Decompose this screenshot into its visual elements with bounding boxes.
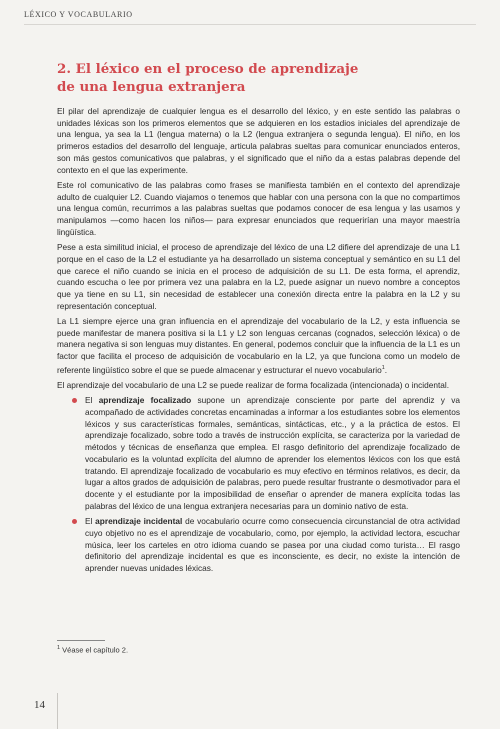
bullet-icon [72, 519, 77, 524]
paragraph: El aprendizaje del vocabulario de una L2 se puede realizar de forma focalizada (intencionada) o incidental. [57, 379, 450, 390]
paragraph: Este rol comunicativo de las palabras como frases se manifiesta también en el contexto del aprendizaje adulto de cualquier L2. Cuando viajamos o tenemos que hablar con una persona con la que no compartimos una lengua común, recurrimos a las palabras sueltas que podamos conocer de esa lengua y las usamos y manipulamos —como hacen los niños— para expresar enunciados que requerirían una mayor maestría lingüística. [57, 179, 460, 237]
header-divider [24, 24, 476, 25]
footnote-divider [57, 640, 105, 641]
list-item-term: aprendizaje incidental [95, 516, 183, 527]
section-title-line-1: El léxico en el proceso de aprendizaje [75, 61, 359, 77]
section-title [57, 60, 457, 96]
list-item-prefix: El [85, 395, 99, 406]
list-item-text: supone un aprendizaje consciente por parte del aprendiz y va acompañado de actividades concretas encaminadas a informar a los estudiantes sobre los elementos léxicos y sus características formales, semánticas, sintácticas, etc., y a la práctica de estos. El aprendizaje focalizado, sobre todo a través de instrucción explícita, se caracteriza por la variedad de métodos y técnicas de enseñanza que emplea. El rasgo definitorio del aprendizaje focalizado de vocabulario es la voluntad explícita del alumno de aprender los elementos léxicos con los que está tratando. El aprendizaje focalizado de vocabulario es muy efectivo en términos relativos, es decir, da lugar a altos grados de adquisición de palabras, pero puede resultar frustrante o desmotivador para el docente y el estudiante por la imposibilidad de enseñar o aprender de manera explícita todas las palabras del léxico de una lengua extranjera necesarias para un dominio nativo de esta. [85, 395, 460, 511]
paragraph-with-footnote: La L1 siempre ejerce una gran influencia en el aprendizaje del vocabulario de la L2, y esta influencia se puede manifestar de manera positiva si la L1 y L2 son lenguas cercanas (cognados, selección léxica) o de manera negativa si son lenguas muy distantes. En general, podemos concluir que la influencia de la L1 es un factor que facilita el proceso de adquisición de vocabulario en la L2, ya que funciona como un modelo de referente lingüístico sobre el que se puede almacenar y estructurar el nuevo vocabulario$^1$. [57, 316, 460, 375]
page-number: 14 [34, 699, 45, 711]
section-title-line-2: de una lengua extranjera [57, 79, 246, 95]
page-margin-line [57, 693, 58, 729]
paragraph: El pilar del aprendizaje de cualquier lengua es el desarrollo del léxico, y en este sentido las palabras o unidades léxicas son los primeros elementos que se adquieren en los estadios iniciales del aprendizaje de una lengua, ya sea la L1 (lengua materna) o la L2 (lengua extranjera o segunda lengua). El niño, en los primeros estadios del desarrollo del lenguaje, articula palabras sueltas para comunicar enunciados enteros, son más gestos comunicativos que palabras, y el significado que el niño da a estas palabras depende del contexto en el que las experimente. [57, 106, 460, 175]
section-number: 2. [57, 61, 71, 77]
bullet-icon [72, 398, 77, 403]
footnote-marker: 1 [57, 645, 61, 651]
list-item [57, 516, 460, 575]
footnote-text: Véase el capítulo 2. [62, 645, 129, 655]
list-item-text: de vocabulario ocurre como consecuencia circunstancial de otra actividad cuyo objetivo no es el aprendizaje de vocabulario, como, por ejemplo, la actividad lectora, escuchar música, leer los carteles en otro idioma cuando se pasea por una ciudad como turista… El rasgo definitorio del aprendizaje incidental es que es inconsciente, es decir, no existe la intención de aprender nuevas unidades léxicas. [85, 516, 460, 573]
list-item [57, 395, 460, 512]
paragraph: Pese a esta similitud inicial, el proceso de aprendizaje del léxico de una L2 difiere del aprendizaje de una L1 porque en el caso de la L2 el estudiante ya ha desarrollado un sistema conceptual y semántico en su L1 del que carece el niño cuando se inicia en el proceso de adquisición de su L1. De esta forma, el aprendiz, cuando escucha o lee por primera vez una palabra en la L2, puede asignar un nuevo nombre a conceptos que ya tiene en su L1, sin necesidad de establecer una conexión directa entre la palabra en la L2 y su representación conceptual. [57, 242, 460, 311]
list-item-prefix: El [85, 516, 96, 527]
body-text [57, 106, 460, 578]
paragraph-text: La L1 siempre ejerce una gran influencia en el aprendizaje del vocabulario de la L2, y esta influencia se puede manifestar de manera positiva si la L1 y L2 son lenguas cercanas (cognados, selección léxica) o de manera negativa si son lenguas muy distantes. En general, podemos concluir que la influencia de la L1 es un factor que facilita el proceso de adquisición de vocabulario en la L2, ya que funciona como un modelo de referente lingüístico sobre el que se puede almacenar y estructurar el nuevo vocabulario [57, 316, 460, 375]
bullet-list [57, 395, 460, 574]
footnote-reference[interactable]: 1 [381, 364, 385, 371]
footnote [57, 645, 128, 655]
list-item-term: aprendizaje focalizado [98, 395, 192, 406]
running-header: LÉXICO Y VOCABULARIO [24, 10, 133, 19]
